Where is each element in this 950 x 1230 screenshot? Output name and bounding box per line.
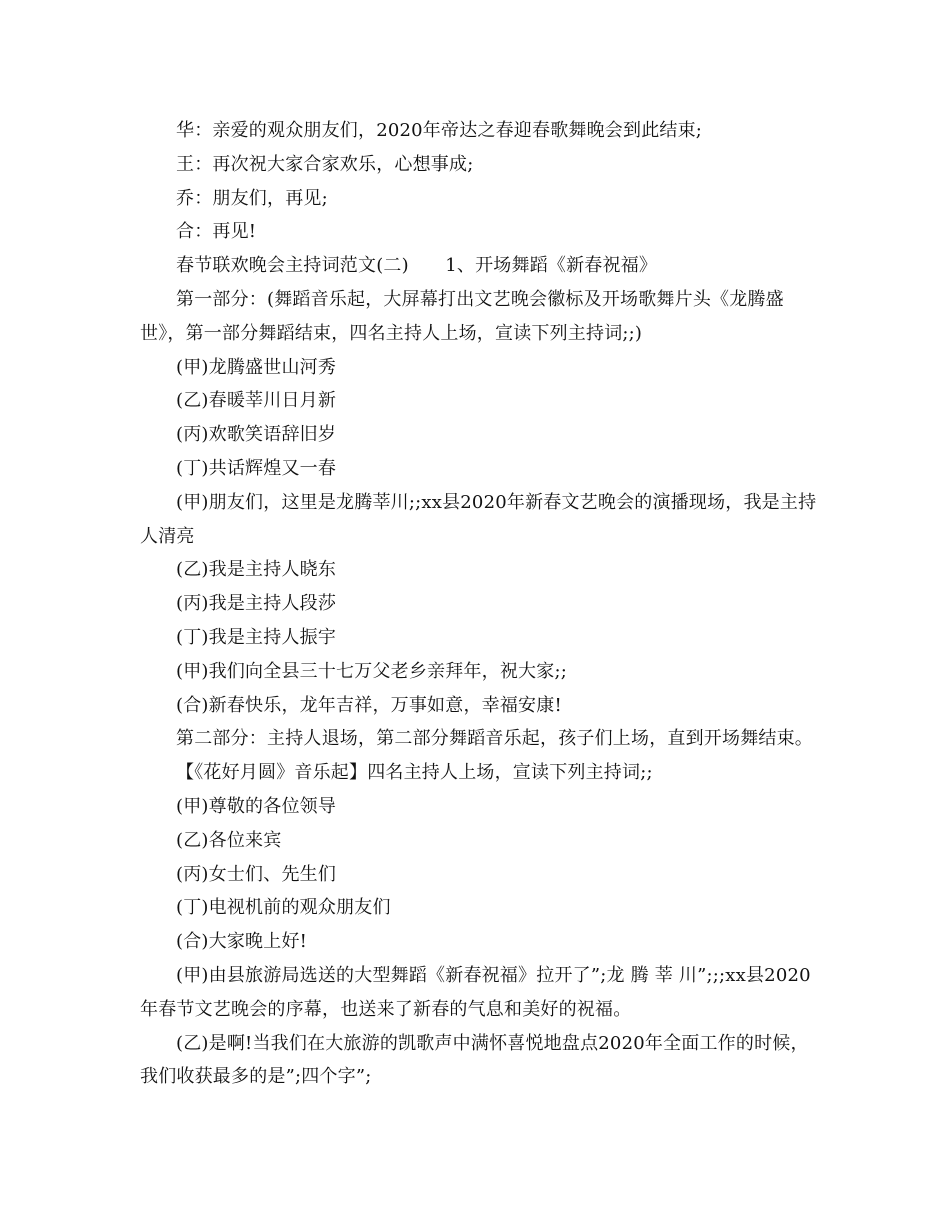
paragraph: (丁)电视机前的观众朋友们 — [176, 897, 391, 919]
paragraph: (甲)我们向全县三十七万父老乡亲拜年，祝大家;; — [176, 660, 567, 682]
paragraph: (乙)各位来宾 — [176, 829, 282, 851]
section-heading: 春节联欢晚会主持词范文(二) 1、开场舞蹈《新春祝福》 — [176, 255, 658, 277]
paragraph: 华：亲爱的观众朋友们，2020年帝达之春迎春歌舞晚会到此结束; — [176, 120, 703, 141]
paragraph: 合：再见! — [176, 221, 257, 243]
paragraph: 第二部分：主持人退场，第二部分舞蹈音乐起，孩子们上场，直到开场舞结束。 — [176, 728, 813, 750]
paragraph: 第一部分：(舞蹈音乐起，大屏幕打出文艺晚会徽标及开场歌舞片头《龙腾盛世》，第一部分舞蹈结束，四名主持人上场，宣读下列主持词;;) — [140, 288, 784, 344]
paragraph: 王：再次祝大家合家欢乐，心想事成; — [176, 153, 474, 175]
paragraph: (丙)我是主持人段莎 — [176, 593, 337, 615]
paragraph: (乙)春暖莘川日月新 — [176, 390, 337, 412]
paragraph: (甲)朋友们，这里是龙腾莘川;;xx县2020年新春文艺晚会的演播现场，我是主持人清亮 — [140, 491, 817, 547]
paragraph: (乙)我是主持人晓东 — [176, 559, 337, 581]
paragraph: (合)大家晚上好! — [176, 931, 308, 953]
paragraph: (丁)我是主持人振宇 — [176, 626, 337, 648]
paragraph: (乙)是啊!当我们在大旅游的凯歌声中满怀喜悦地盘点2020年全面工作的时候，我们收获最多的是”;四个字”; — [140, 1032, 809, 1088]
paragraph: (合)新春快乐，龙年吉祥，万事如意，幸福安康! — [176, 694, 562, 716]
paragraph: (甲)由县旅游局选送的大型舞蹈《新春祝福》拉开了”;龙 腾 莘 川”;;;xx县2020年春节文艺晚会的序幕，也送来了新春的气息和美好的祝福。 — [140, 964, 811, 1020]
paragraph: 乔：朋友们，再见; — [176, 187, 328, 209]
paragraph: (丁)共话辉煌又一春 — [176, 457, 337, 479]
paragraph: (丙)欢歌笑语辞旧岁 — [176, 424, 337, 446]
paragraph: (甲)尊敬的各位领导 — [176, 795, 337, 817]
document-body — [140, 114, 820, 1094]
paragraph: (甲)龙腾盛世山河秀 — [176, 356, 337, 378]
paragraph: (丙)女士们、先生们 — [176, 863, 337, 885]
paragraph: 【《花好月圆》音乐起】四名主持人上场，宣读下列主持词;; — [176, 762, 653, 784]
